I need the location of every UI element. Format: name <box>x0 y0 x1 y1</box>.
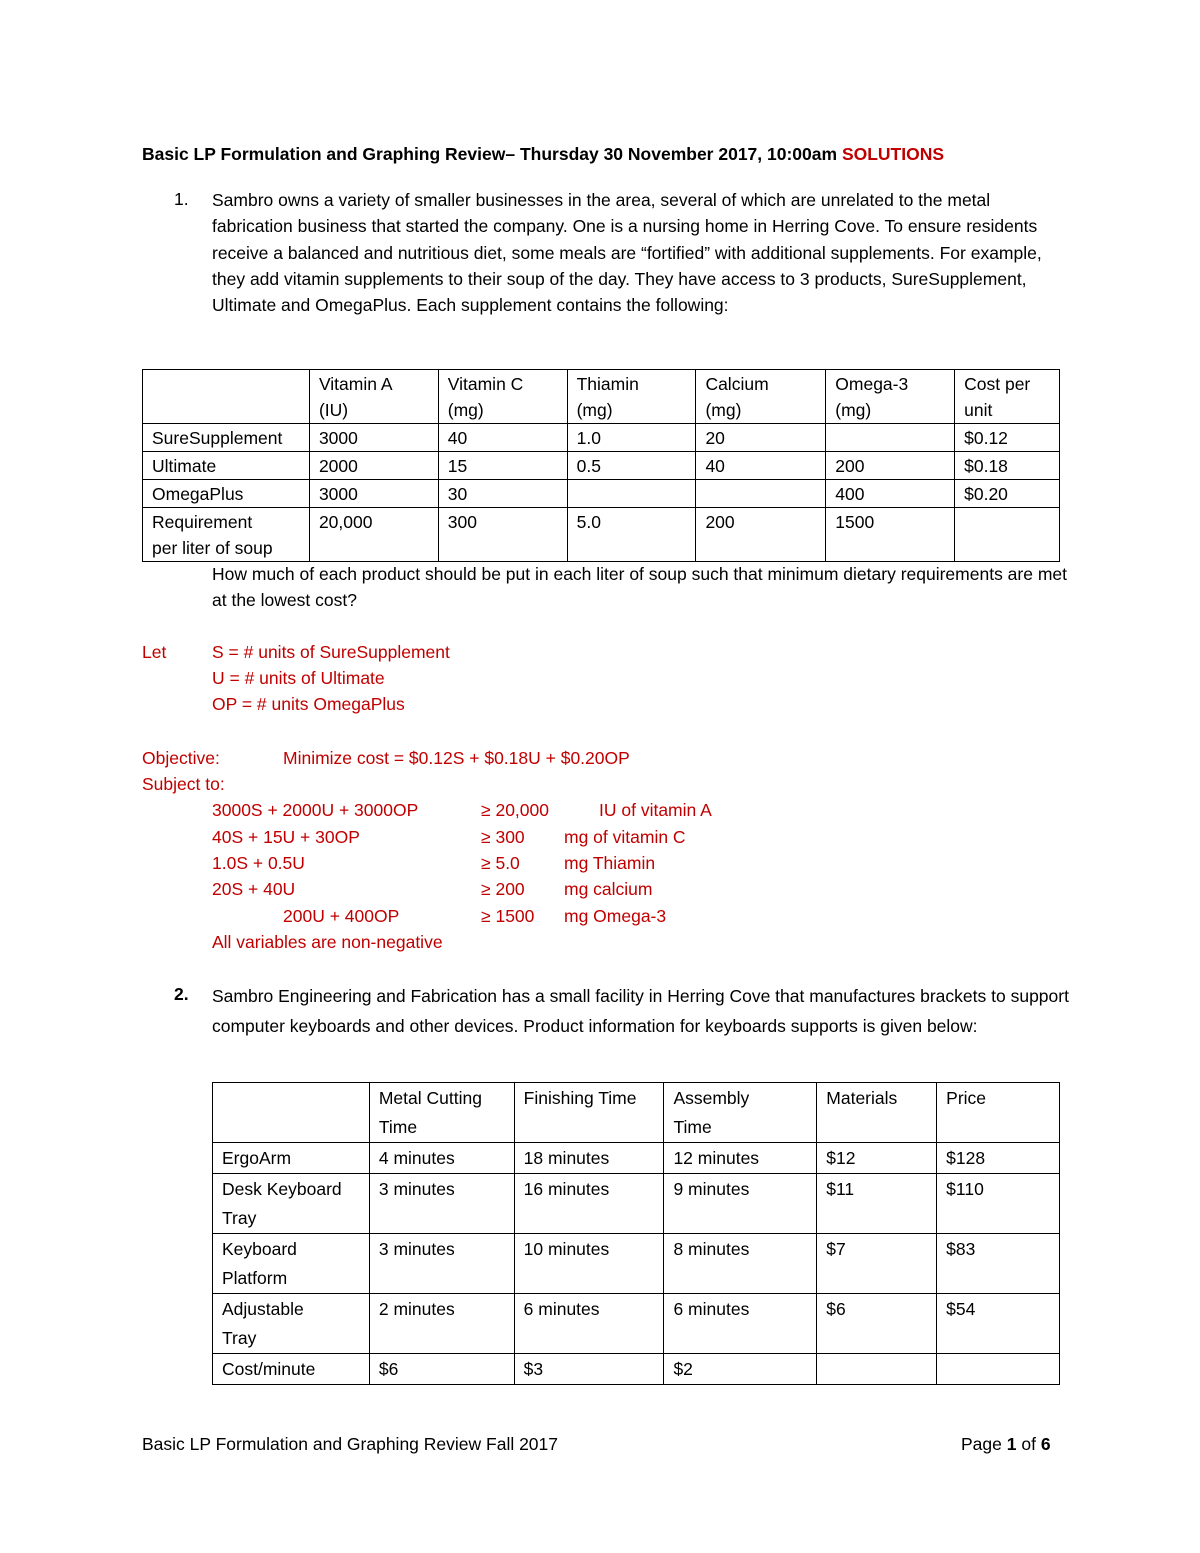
question-1-text: Sambro owns a variety of smaller businesses in the area, several of which are unrelated to the metal fabrication business that started the company. One is a nursing home in Herring Cove. To ensure residents receive a balanced and nutritious diet, some meals are “fortified” with additional supplements. For example, they add vitamin supplements to their soup of the day. They have access to 3 products, SureSupplement, Ultimate and OmegaPlus. Each supplement contains the following: <box>212 190 1042 316</box>
table-cell: 2 minutes <box>369 1294 514 1354</box>
table-cell: 18 minutes <box>514 1143 664 1174</box>
header-cell: Calcium (mg) <box>696 370 826 424</box>
table-cell: 1.0 <box>567 424 696 452</box>
table-cell: 16 minutes <box>514 1174 664 1234</box>
row-label: Cost/minute <box>213 1354 370 1385</box>
table-cell: 40 <box>696 452 826 480</box>
constraint-unit: mg of vitamin C <box>564 827 686 847</box>
table-cell: 200 <box>826 452 955 480</box>
question-1-number: 1. <box>174 189 189 209</box>
table-cell: $12 <box>817 1143 937 1174</box>
constraint-unit: mg Omega-3 <box>564 906 667 926</box>
objective-function: Minimize cost = $0.12S + $0.18U + $0.20OP <box>283 748 630 768</box>
header-cell: Finishing Time <box>514 1083 664 1143</box>
page-title <box>142 144 944 165</box>
page-number: Page 1 of 6 <box>961 1434 1051 1454</box>
table-row <box>213 1143 1060 1174</box>
constraint-rhs: ≥ 300 <box>481 827 525 847</box>
table-cell: 10 minutes <box>514 1234 664 1294</box>
objective-label: Objective: <box>142 748 220 768</box>
constraint-lhs: 3000S + 2000U + 3000OP <box>212 800 419 820</box>
table-cell: 3 minutes <box>369 1234 514 1294</box>
table-header-row <box>213 1083 1060 1143</box>
table-cell: $0.20 <box>955 480 1060 508</box>
row-label: Ultimate <box>143 452 310 480</box>
header-cell: Price <box>937 1083 1060 1143</box>
constraint-rhs: ≥ 20,000 <box>481 800 549 820</box>
constraint-lhs: 20S + 40U <box>212 879 296 899</box>
non-negativity-note: All variables are non-negative <box>212 932 443 952</box>
table-cell: $11 <box>817 1174 937 1234</box>
table-cell: $0.12 <box>955 424 1060 452</box>
table-cell: 20 <box>696 424 826 452</box>
row-label: Desk Keyboard Tray <box>213 1174 370 1234</box>
table-cell <box>567 480 696 508</box>
row-label: OmegaPlus <box>143 480 310 508</box>
table-cell: 3000 <box>309 424 438 452</box>
constraint-unit: mg calcium <box>564 879 653 899</box>
table-cell: 9 minutes <box>664 1174 817 1234</box>
subject-to-label: Subject to: <box>142 774 225 794</box>
product-table <box>212 1082 1060 1385</box>
table-cell <box>937 1354 1060 1385</box>
header-cell: Materials <box>817 1083 937 1143</box>
table-cell: $3 <box>514 1354 664 1385</box>
table-row <box>143 508 1060 562</box>
footer-text: Basic LP Formulation and Graphing Review Fall 2017 <box>142 1434 559 1454</box>
table-cell: 400 <box>826 480 955 508</box>
constraint-rhs: ≥ 200 <box>481 879 525 899</box>
constraint-lhs: 200U + 400OP <box>283 906 400 926</box>
table-cell: $54 <box>937 1294 1060 1354</box>
table-cell <box>826 424 955 452</box>
variable-definition: OP = # units OmegaPlus <box>212 694 405 714</box>
table-cell <box>955 508 1060 562</box>
table-cell: $7 <box>817 1234 937 1294</box>
constraint-lhs: 1.0S + 0.5U <box>212 853 305 873</box>
row-label: SureSupplement <box>143 424 310 452</box>
constraint-rhs: ≥ 5.0 <box>481 853 520 873</box>
table-cell: $6 <box>369 1354 514 1385</box>
table-cell: 3000 <box>309 480 438 508</box>
header-cell: Vitamin A (IU) <box>309 370 438 424</box>
table-row <box>143 424 1060 452</box>
header-cell: Thiamin (mg) <box>567 370 696 424</box>
table-cell: $0.18 <box>955 452 1060 480</box>
table-cell: 30 <box>438 480 567 508</box>
variable-definition: U = # units of Ultimate <box>212 668 385 688</box>
table-cell: $2 <box>664 1354 817 1385</box>
row-label: ErgoArm <box>213 1143 370 1174</box>
table-cell: 6 minutes <box>664 1294 817 1354</box>
table-cell: $128 <box>937 1143 1060 1174</box>
table-row <box>213 1174 1060 1234</box>
constraint-unit: mg Thiamin <box>564 853 656 873</box>
row-label: Adjustable Tray <box>213 1294 370 1354</box>
question-2-text: Sambro Engineering and Fabrication has a small facility in Herring Cove that manufactures brackets to support computer keyboards and other devices. Product information for keyboards supports is given below: <box>212 986 1069 1036</box>
table-cell: 40 <box>438 424 567 452</box>
table-cell: 0.5 <box>567 452 696 480</box>
constraint-unit: IU of vitamin A <box>599 800 712 820</box>
header-cell: Cost per unit <box>955 370 1060 424</box>
header-cell: Vitamin C (mg) <box>438 370 567 424</box>
header-cell <box>213 1083 370 1143</box>
table-cell: 8 minutes <box>664 1234 817 1294</box>
table-row <box>213 1354 1060 1385</box>
table-cell: 2000 <box>309 452 438 480</box>
constraint-rhs: ≥ 1500 <box>481 906 535 926</box>
let-label: Let <box>142 642 167 662</box>
question-1-prompt: How much of each product should be put in each liter of soup such that minimum dietary requirements are met at the lowest cost? <box>212 564 1068 611</box>
table-cell <box>696 480 826 508</box>
header-cell: Omega-3 (mg) <box>826 370 955 424</box>
table-row <box>213 1294 1060 1354</box>
question-2-number: 2. <box>174 984 189 1004</box>
variable-definition: S = # units of SureSupplement <box>212 642 450 662</box>
table-row <box>213 1234 1060 1294</box>
table-cell: $83 <box>937 1234 1060 1294</box>
table-header-row <box>143 370 1060 424</box>
table-cell: 4 minutes <box>369 1143 514 1174</box>
row-label: Requirement per liter of soup <box>143 508 310 562</box>
table-cell: 5.0 <box>567 508 696 562</box>
supplement-table <box>142 369 1060 562</box>
header-cell <box>143 370 310 424</box>
table-cell: 300 <box>438 508 567 562</box>
table-cell: 6 minutes <box>514 1294 664 1354</box>
table-cell: 20,000 <box>309 508 438 562</box>
table-row <box>143 480 1060 508</box>
solutions-label: SOLUTIONS <box>841 144 945 164</box>
header-cell: Metal Cutting Time <box>369 1083 514 1143</box>
row-label: Keyboard Platform <box>213 1234 370 1294</box>
constraint-lhs: 40S + 15U + 30OP <box>212 827 360 847</box>
table-cell: 12 minutes <box>664 1143 817 1174</box>
title-text: Basic LP Formulation and Graphing Review– Thursday 30 November 2017, 10:00am <box>142 144 838 164</box>
table-cell: 15 <box>438 452 567 480</box>
table-cell: $110 <box>937 1174 1060 1234</box>
header-cell: Assembly Time <box>664 1083 817 1143</box>
table-cell: 1500 <box>826 508 955 562</box>
table-row <box>143 452 1060 480</box>
table-cell <box>817 1354 937 1385</box>
table-cell: 200 <box>696 508 826 562</box>
table-cell: $6 <box>817 1294 937 1354</box>
table-cell: 3 minutes <box>369 1174 514 1234</box>
